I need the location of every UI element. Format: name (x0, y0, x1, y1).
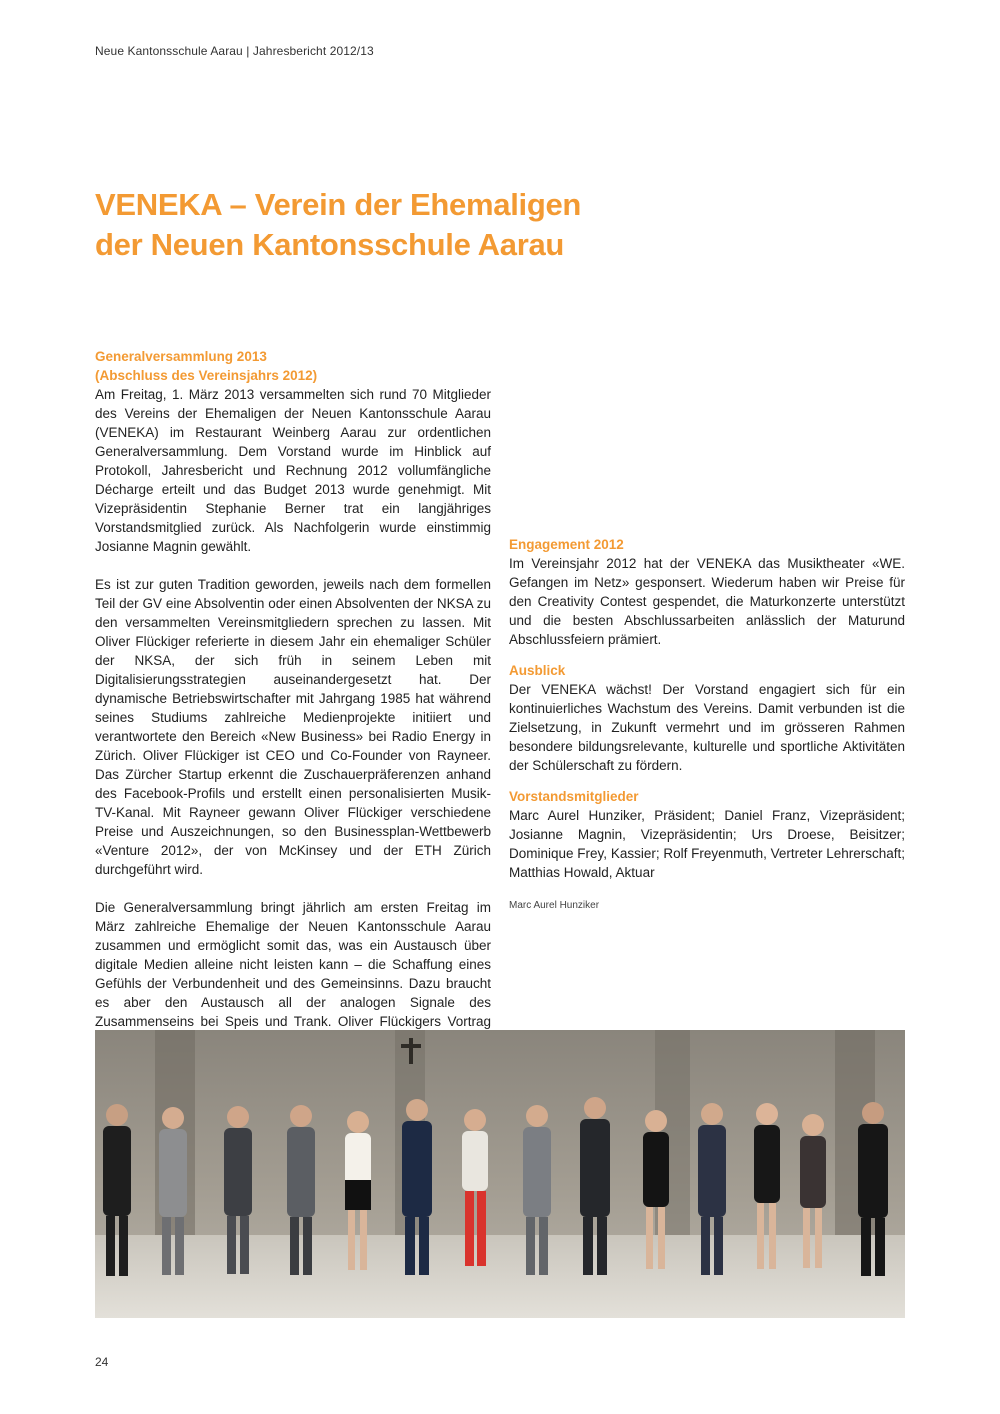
left-column (95, 347, 491, 1107)
group-photo (95, 1030, 905, 1318)
section-heading-line2: (Abschluss des Vereinsjahrs 2012) (95, 368, 318, 383)
right-column (509, 535, 905, 915)
section-heading-generalversammlung (95, 347, 491, 385)
cross-bar (401, 1044, 421, 1048)
author-signature: Marc Aurel Hunziker (509, 900, 600, 911)
paragraph-vorstand: Marc Aurel Hunziker, Präsident; Daniel Franz, Vizepräsident; Josianne Magnin, Vizepräsidentin; Urs Droese, Beisitzer; Dominique Frey, Kassier; Rolf Freyenmuth, Vertreter Lehrerschaft; Matthias Howald, Aktuar (509, 808, 905, 880)
paragraph-gv-speaker: Es ist zur guten Tradition geworden, jeweils nach dem formellen Teil der GV eine Absolventin oder einen Absolventen der NKSA zu den versammelten Vereinsmitgliedern sprechen zu lassen. Mit Oliver Flückiger referierte in diesem Jahr ein ehemaliger Schüler der NKSA, der sich früh in seinem Leben mit Digitalisierungsstrategien auseinandergesetzt hat. Der dynamische Betriebswirtschafter mit Jahrgang 1985 hat während seines Studiums zahlreiche Medienprojekte initiiert und verantwortete den Bereich «New Business» bei Radio Energy in Zürich. Oliver Flückiger ist CEO und Co-Founder von Rayneer. Das Zürcher Startup erkennt die Zuschauerpräferenzen anhand des Facebook-Profils und erstellt einen personalisierten Musik-TV-Kanal. Mit Rayneer gewann Oliver Flückiger verschiedene Preise und Auszeichnungen, so den Businessplan-Wettbewerb «Venture 2012», der von McKinsey und der ETH Zürich durchgeführt wird. (95, 577, 491, 877)
article-title (95, 185, 915, 265)
article-title-line2: der Neuen Kantonsschule Aarau (95, 227, 565, 262)
section-heading-ausblick: Ausblick (509, 663, 566, 678)
section-heading-vorstand: Vorstandsmitglieder (509, 789, 639, 804)
section-heading-line1: Generalversammlung 2013 (95, 349, 267, 364)
running-header: Neue Kantonsschule Aarau | Jahresbericht 2012/13 (95, 44, 374, 58)
article-title-line1: VENEKA – Verein der Ehemaligen (95, 187, 582, 222)
paragraph-gv-gathering: Die Generalversammlung bringt jährlich am ersten Freitag im März zahlreiche Ehemalige der Neuen Kantonsschule Aarau zusammen und ermöglicht somit das, was ein Austausch über digitale Medien alleine nicht leisten kann – die Schaffung eines Gefühls der Verbundenheit und des Gemeinsinns. Dazu braucht es aber den Austausch all der analogen Signale des Zusammenseins bei Speis und Trank. Oliver Flückigers Vortrag (95, 900, 491, 1029)
paragraph-gv-intro: Am Freitag, 1. März 2013 versammelten sich rund 70 Mitglieder des Vereins der Ehemaligen der Neuen Kantonsschule Aarau (VENEKA) im Restaurant Weinberg Aarau zur ordentlichen Generalversammlung. Dem Vorstand wurde im Hinblick auf Protokoll, Jahresbericht und Rechnung 2012 vollumfängliche Décharge erteilt und das Budget 2013 wurde genehmigt. Mit Vizepräsidentin Stephanie Berner trat ein langjähriges Vorstandsmitglied zurück. Als Nachfolgerin wurde einstimmig Josianne Magnin gewählt. (95, 387, 491, 554)
cross-icon (409, 1038, 413, 1064)
section-heading-engagement: Engagement 2012 (509, 537, 624, 552)
photo-floor (95, 1235, 905, 1318)
paragraph-ausblick: Der VENEKA wächst! Der Vorstand engagiert sich für ein kontinuierliches Wachstum des Vereins. Damit verbunden ist die Zielsetzung, in Zukunft vermehrt und im grösseren Rahmen besondere bildungsrelevante, kulturelle und sportliche Aktivitäten der Schülerschaft zu fördern. (509, 682, 905, 773)
page-number: 24 (95, 1355, 109, 1369)
paragraph-engagement: Im Vereinsjahr 2012 hat der VENEKA das Musiktheater «WE. Gefangen im Netz» gesponsert. Wiederum haben wir Preise für den Creativity Contest gespendet, die Maturkonzerte unterstützt und die besten Abschlussarbeiten anlässlich der Maturund Abschlussfeiern prämiert. (509, 556, 905, 647)
